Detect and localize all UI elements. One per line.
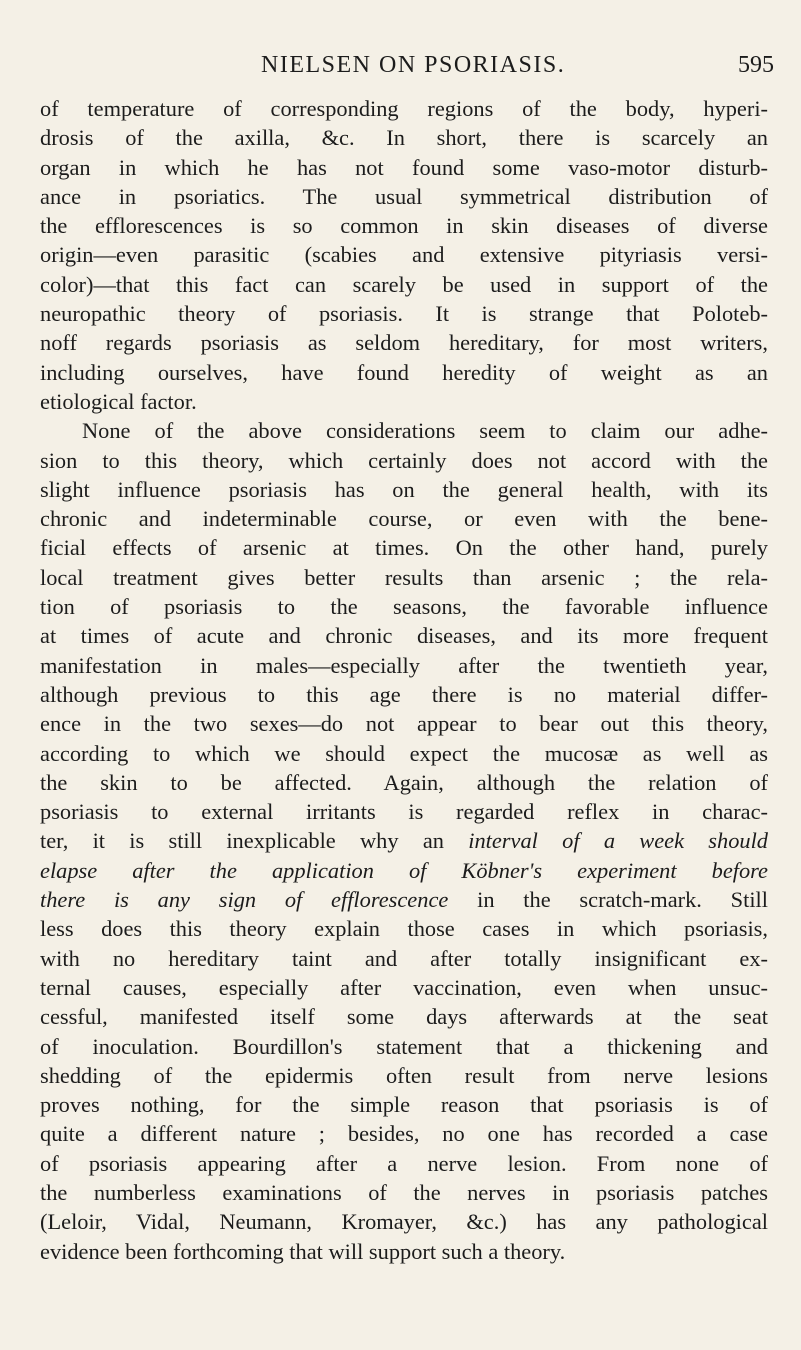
text-line: None of the above considerations seem to claim our adhe-: [82, 418, 768, 444]
text-line: quite a different nature ; besides, no one has recorded a case: [40, 1121, 768, 1147]
text-line: less does this theory explain those cases in which psoriasis,: [40, 916, 768, 942]
text-line: shedding of the epidermis often result from nerve lesions: [40, 1062, 768, 1088]
text-line: etiological factor.: [40, 388, 197, 414]
text-line: at times of acute and chronic diseases, and its more frequent: [40, 623, 768, 649]
text-line: of inoculation. Bourdillon's statement that a thickening and: [40, 1033, 768, 1059]
text-line: manifestation in males—especially after the twentieth year,: [40, 652, 768, 678]
text-line: according to which we should expect the mucosæ as well as: [40, 740, 768, 766]
text-line: cessful, manifested itself some days afterwards at the seat: [40, 1004, 768, 1030]
text-line: organ in which he has not found some vaso-motor disturb-: [40, 154, 768, 180]
text-line: sion to this theory, which certainly does not accord with the: [40, 447, 768, 473]
text-line: origin—even parasitic (scabies and extensive pityriasis versi-: [40, 242, 768, 268]
text-line: including ourselves, have found heredity of weight as an: [40, 359, 768, 385]
text-segment: in the scratch-mark. Still: [448, 887, 768, 913]
text-line: of psoriasis appearing after a nerve lesion. From none of: [40, 1150, 768, 1176]
text-line: proves nothing, for the simple reason that psoriasis is of: [40, 1092, 768, 1118]
text-line: ence in the two sexes—do not appear to bear out this theory,: [40, 711, 768, 737]
text-line: evidence been forthcoming that will support such a theory.: [40, 1238, 566, 1264]
running-head-title: NIELSEN ON PSORIASIS.: [261, 52, 566, 78]
text-line: slight influence psoriasis has on the general health, with its: [40, 476, 768, 502]
text-line: ternal causes, especially after vaccination, even when unsuc-: [40, 974, 768, 1000]
text-line: the skin to be affected. Again, although the relation of: [40, 769, 768, 795]
italic-text-segment: interval of a week should: [468, 828, 768, 854]
text-line: the efflorescences is so common in skin diseases of diverse: [40, 213, 768, 239]
text-line: local treatment gives better results than arsenic ; the rela-: [40, 564, 768, 590]
text-line: ficial effects of arsenic at times. On the other hand, purely: [40, 535, 768, 561]
paragraph-1: [40, 94, 768, 416]
text-line: (Leloir, Vidal, Neumann, Kromayer, &c.) has any pathological: [40, 1209, 768, 1235]
text-line: although previous to this age there is no material differ-: [40, 681, 768, 707]
text-line: noff regards psoriasis as seldom hereditary, for most writers,: [40, 330, 768, 356]
text-line: the numberless examinations of the nerves in psoriasis patches: [40, 1179, 768, 1205]
text-line: of temperature of corresponding regions of the body, hyperi-: [40, 96, 768, 121]
text-line: drosis of the axilla, &c. In short, there is scarcely an: [40, 125, 768, 151]
text-line: neuropathic theory of psoriasis. It is strange that Poloteb-: [40, 301, 768, 327]
body-text: [40, 94, 768, 1266]
text-segment: ter, it is still inexplicable why an: [40, 828, 469, 854]
text-line: color)—that this fact can scarely be used in support of the: [40, 271, 768, 297]
text-line-italic-mixed: [40, 826, 768, 855]
page-number: 595: [738, 52, 774, 78]
text-line-italic-mixed: [40, 885, 768, 914]
text-line: with no hereditary taint and after totally insignificant ex-: [40, 945, 768, 971]
text-line: psoriasis to external irritants is regarded reflex in charac-: [40, 799, 768, 825]
text-line: chronic and indeterminable course, or even with the bene-: [40, 506, 768, 532]
text-line: ance in psoriatics. The usual symmetrical distribution of: [40, 183, 768, 209]
text-line: tion of psoriasis to the seasons, the favorable influence: [40, 594, 768, 620]
italic-text-line: elapse after the application of Köbner's experiment before: [40, 857, 768, 883]
running-head: [0, 52, 801, 84]
italic-text-segment: there is any sign of efflorescence: [40, 887, 449, 913]
paragraph-2: [40, 416, 768, 1266]
